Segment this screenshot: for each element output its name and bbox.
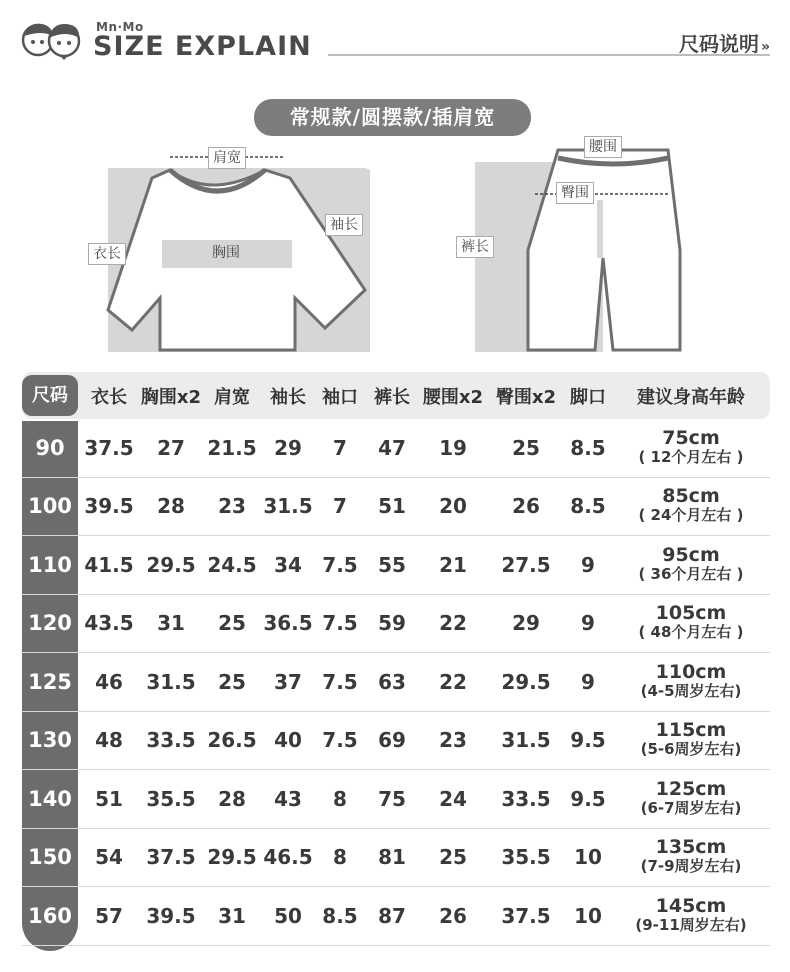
waist-cell: 20 — [439, 494, 467, 519]
leg-opening-cell: 10 — [574, 845, 602, 870]
waist-cell: 24 — [439, 786, 467, 811]
waist-cell: 22 — [439, 669, 467, 694]
shoulder-cell: 29.5 — [207, 845, 257, 870]
header-sleeve: 袖长 — [270, 386, 306, 408]
table-row — [22, 770, 770, 829]
label-pants-length: 裤长 — [456, 236, 494, 258]
sleeve-cell: 36.5 — [263, 611, 313, 636]
hip-cell: 29 — [512, 611, 540, 636]
height-age-cell — [612, 604, 770, 642]
pants-length-cell: 63 — [378, 669, 406, 694]
waist-cell: 26 — [439, 903, 467, 928]
top-length-cell: 39.5 — [84, 494, 134, 519]
top-length-cell: 46 — [95, 669, 123, 694]
table-row — [22, 653, 770, 712]
sleeve-cell: 43 — [274, 786, 302, 811]
leg-opening-cell: 9 — [581, 552, 595, 577]
height-text: 125cm — [655, 777, 727, 800]
pants-length-cell: 87 — [378, 903, 406, 928]
height-text: 105cm — [655, 602, 727, 625]
cuff-cell: 7.5 — [322, 552, 358, 577]
shoulder-cell: 26.5 — [207, 728, 257, 753]
table-row — [22, 595, 770, 654]
leg-opening-cell: 9 — [581, 669, 595, 694]
pants-shape — [528, 150, 680, 350]
size-cell: 120 — [28, 611, 72, 636]
chest-cell: 39.5 — [146, 903, 196, 928]
height-age-cell — [612, 487, 770, 525]
size-cell: 150 — [28, 845, 72, 870]
size-cell: 130 — [28, 728, 72, 753]
brand-small-text: Mn·Mo — [96, 20, 144, 34]
height-text: 115cm — [655, 719, 727, 742]
cuff-cell: 7.5 — [322, 611, 358, 636]
chest-cell: 31 — [157, 611, 185, 636]
height-text: 145cm — [655, 894, 727, 917]
size-cell: 90 — [35, 435, 65, 460]
cuff-cell: 8 — [333, 845, 347, 870]
age-text: (9-11周岁左右) — [635, 915, 747, 934]
garment-illustration — [80, 140, 730, 360]
top-length-cell: 57 — [95, 903, 123, 928]
waist-cell: 23 — [439, 728, 467, 753]
chest-cell: 35.5 — [146, 786, 196, 811]
size-cell: 140 — [28, 786, 72, 811]
table-row — [22, 478, 770, 537]
chest-cell: 33.5 — [146, 728, 196, 753]
double-chevron-down-icon: » — [760, 39, 770, 55]
cuff-cell: 7 — [333, 435, 347, 460]
header-size: 尺码 — [22, 375, 78, 416]
pants-length-cell: 69 — [378, 728, 406, 753]
sleeve-cell: 46.5 — [263, 845, 313, 870]
hip-cell: 29.5 — [501, 669, 551, 694]
table-row — [22, 536, 770, 595]
age-text: (6-7周岁左右) — [640, 798, 742, 817]
chest-cell: 31.5 — [146, 669, 196, 694]
age-text: ( 48个月左右 ) — [638, 623, 744, 642]
shoulder-cell: 23 — [218, 494, 246, 519]
shoulder-cell: 21.5 — [207, 435, 257, 460]
shoulder-cell: 25 — [218, 611, 246, 636]
top-length-cell: 41.5 — [84, 552, 134, 577]
label-hip: 臀围 — [556, 182, 594, 204]
waist-cell: 22 — [439, 611, 467, 636]
hip-cell: 37.5 — [501, 903, 551, 928]
top-length-cell: 54 — [95, 845, 123, 870]
shoulder-cell: 24.5 — [207, 552, 257, 577]
brand-title: SIZE EXPLAIN — [93, 31, 312, 62]
size-cell: 160 — [28, 903, 72, 928]
top-length-cell: 37.5 — [84, 435, 134, 460]
table-header-row — [22, 372, 770, 419]
hip-cell: 27.5 — [501, 552, 551, 577]
height-age-cell — [612, 777, 770, 818]
leg-opening-cell: 9.5 — [570, 786, 606, 811]
chest-cell: 29.5 — [146, 552, 196, 577]
shoulder-cell: 28 — [218, 786, 246, 811]
shoulder-cell: 25 — [218, 669, 246, 694]
age-text: (5-6周岁左右) — [640, 740, 742, 759]
leg-opening-cell: 8.5 — [570, 435, 606, 460]
hip-cell: 25 — [512, 435, 540, 460]
cuff-cell: 8 — [333, 786, 347, 811]
hip-cell: 33.5 — [501, 786, 551, 811]
chest-cell: 27 — [157, 435, 185, 460]
leg-opening-cell: 9.5 — [570, 728, 606, 753]
cuff-cell: 7.5 — [322, 728, 358, 753]
sleeve-cell: 37 — [274, 669, 302, 694]
top-length-cell: 48 — [95, 728, 123, 753]
height-age-cell — [612, 894, 770, 935]
hip-cell: 35.5 — [501, 845, 551, 870]
label-sleeve: 袖长 — [325, 214, 363, 236]
waist-cell: 19 — [439, 435, 467, 460]
header-shoulder: 肩宽 — [214, 386, 250, 408]
label-waist: 腰围 — [584, 136, 622, 158]
header — [0, 0, 790, 80]
table-row — [22, 419, 770, 478]
top-length-cell: 43.5 — [84, 611, 134, 636]
pants-length-cell: 51 — [378, 494, 406, 519]
height-age-cell — [612, 543, 770, 584]
shoulder-cell: 31 — [218, 903, 246, 928]
hip-cell: 26 — [512, 494, 540, 519]
waist-cell: 25 — [439, 845, 467, 870]
size-cell: 125 — [28, 669, 72, 694]
size-cell: 110 — [28, 552, 72, 577]
size-explain-link[interactable] — [679, 28, 770, 57]
table-row — [22, 829, 770, 888]
header-chest: 胸围x2 — [140, 386, 202, 408]
header-waist: 腰围x2 — [422, 386, 484, 408]
label-top-length: 衣长 — [88, 243, 126, 265]
waist-cell: 21 — [439, 552, 467, 577]
age-text: (4-5周岁左右) — [640, 681, 742, 700]
size-explain-label: 尺码说明 — [678, 32, 759, 56]
header-hip: 臀围x2 — [495, 386, 557, 408]
style-title-pill: 常规款/圆摆款/插肩宽 — [254, 99, 531, 136]
leg-opening-cell: 8.5 — [570, 494, 606, 519]
sleeve-cell: 31.5 — [263, 494, 313, 519]
sleeve-cell: 29 — [274, 435, 302, 460]
sleeve-cell: 34 — [274, 552, 302, 577]
pants-length-cell: 75 — [378, 786, 406, 811]
sleeve-cell: 40 — [274, 728, 302, 753]
cuff-cell: 7.5 — [322, 669, 358, 694]
age-text: ( 24个月左右 ) — [638, 506, 744, 525]
header-top-length: 衣长 — [91, 386, 127, 408]
height-age-cell — [612, 660, 770, 701]
height-age-cell — [612, 838, 770, 876]
height-age-cell — [612, 426, 770, 467]
height-age-cell — [612, 721, 770, 759]
header-cuff: 袖口 — [322, 386, 358, 408]
height-text: 135cm — [655, 836, 727, 859]
pants-length-cell: 55 — [378, 552, 406, 577]
label-chest: 胸围 — [212, 245, 240, 261]
header-height-age: 建议身高年龄 — [637, 386, 745, 408]
table-row — [22, 887, 770, 946]
pants-length-cell: 47 — [378, 435, 406, 460]
table-row — [22, 712, 770, 771]
height-text: 85cm — [662, 485, 720, 508]
leg-opening-cell: 10 — [574, 903, 602, 928]
top-length-cell: 51 — [95, 786, 123, 811]
leg-opening-cell: 9 — [581, 611, 595, 636]
age-text: ( 12个月左右 ) — [638, 447, 744, 466]
cuff-cell: 8.5 — [322, 903, 358, 928]
mascot-logo-icon — [20, 18, 84, 62]
size-cell: 100 — [28, 494, 72, 519]
pants-length-cell: 59 — [378, 611, 406, 636]
age-text: (7-9周岁左右) — [640, 857, 742, 876]
chest-cell: 28 — [157, 494, 185, 519]
header-leg-opening: 脚口 — [570, 386, 606, 408]
height-text: 95cm — [662, 543, 720, 566]
height-text: 110cm — [655, 660, 727, 683]
header-pants-length: 裤长 — [374, 386, 410, 408]
age-text: ( 36个月左右 ) — [638, 564, 744, 583]
label-shoulder: 肩宽 — [208, 147, 246, 169]
sleeve-cell: 50 — [274, 903, 302, 928]
hip-cell: 31.5 — [501, 728, 551, 753]
cuff-cell: 7 — [333, 494, 347, 519]
size-table — [22, 372, 770, 946]
measurement-diagram — [80, 140, 730, 360]
height-text: 75cm — [662, 426, 720, 449]
pants-length-cell: 81 — [378, 845, 406, 870]
table-body — [22, 419, 770, 946]
chest-cell: 37.5 — [146, 845, 196, 870]
